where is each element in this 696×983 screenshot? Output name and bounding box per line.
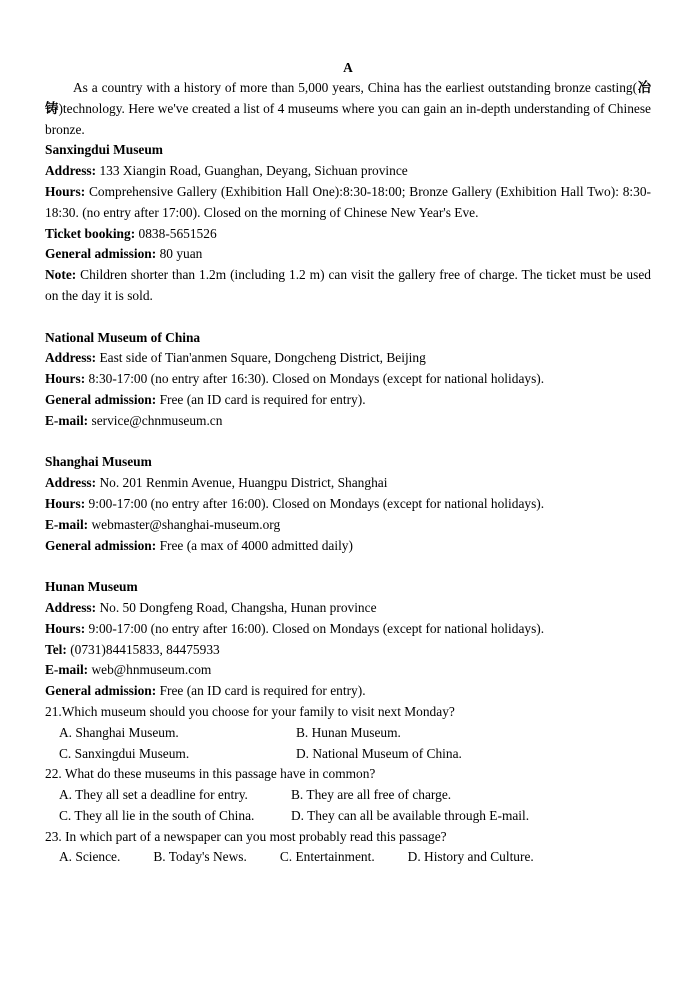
field-general-admission — [45, 536, 651, 557]
option-d: D. They can all be available through E-mail. — [291, 807, 530, 823]
option-a: A. Science. — [59, 849, 121, 865]
museum-name: National Museum of China — [45, 329, 201, 345]
museum-shanghai — [45, 452, 651, 556]
option-row — [45, 744, 651, 765]
spacer — [45, 432, 651, 453]
field-address — [45, 161, 651, 182]
field-value: 133 Xiangin Road, Guanghan, Deyang, Sichuan province — [99, 163, 408, 179]
field-hours — [45, 369, 651, 390]
field-label: Note: — [45, 267, 77, 283]
intro-chinese-term: 冶铸 — [45, 80, 652, 116]
field-address — [45, 598, 651, 619]
field-note — [45, 265, 651, 307]
field-value: Children shorter than 1.2m (including 1.2 m) can visit the gallery free of charge. The ticket must be used on the day it is sold. — [45, 267, 651, 303]
passage — [45, 57, 651, 868]
field-general-admission — [45, 244, 651, 265]
museum-name: Shanghai Museum — [45, 454, 152, 470]
field-address — [45, 348, 651, 369]
field-email — [45, 515, 651, 536]
field-value: No. 50 Dongfeng Road, Changsha, Hunan province — [99, 599, 377, 615]
question-text: 23. In which part of a newspaper can you most probably read this passage? — [45, 828, 447, 844]
intro-paragraph — [45, 78, 651, 140]
field-general-admission — [45, 390, 651, 411]
option-c: C. Entertainment. — [279, 849, 375, 865]
field-label: General admission: — [45, 537, 157, 553]
field-label: Address: — [45, 599, 97, 615]
museum-sanxingdui — [45, 140, 651, 306]
field-ticket-booking — [45, 224, 651, 245]
field-value: service@chnmuseum.cn — [91, 412, 223, 428]
field-value: Free (a max of 4000 admitted daily) — [159, 537, 353, 553]
field-label: Ticket booking: — [45, 225, 136, 241]
field-label: Hours: — [45, 620, 86, 636]
field-label: Address: — [45, 475, 97, 491]
field-value: Free (an ID card is required for entry). — [159, 391, 366, 407]
field-value: 0838-5651526 — [138, 225, 217, 241]
field-hours — [45, 182, 651, 224]
field-label: General admission: — [45, 246, 157, 262]
question-text: 21.Which museum should you choose for your family to visit next Monday? — [45, 703, 455, 719]
option-row — [45, 806, 651, 827]
field-label: Hours: — [45, 495, 86, 511]
field-tel — [45, 640, 651, 661]
field-value: web@hnmuseum.com — [91, 662, 212, 678]
option-a: A. Shanghai Museum. — [59, 724, 179, 740]
field-value: Comprehensive Gallery (Exhibition Hall One):8:30-18:00; Bronze Gallery (Exhibition Hall Two): 8:30-18:30. (no entry after 17:00). Closed on the morning of Chinese New Year's Eve. — [45, 183, 651, 220]
field-label: General admission: — [45, 683, 157, 699]
field-label: Hours: — [45, 371, 86, 387]
intro-text-before: As a country with a history of more than 5,000 years, China has the earliest outstanding bronze casting( — [73, 80, 638, 95]
spacer — [45, 556, 651, 577]
field-value: Free (an ID card is required for entry). — [159, 683, 366, 699]
option-d: D. History and Culture. — [407, 849, 534, 865]
field-hours — [45, 494, 651, 515]
field-value: 80 yuan — [159, 246, 203, 262]
field-value: No. 201 Renmin Avenue, Huangpu District, Shanghai — [99, 475, 388, 491]
field-address — [45, 473, 651, 494]
field-label: Tel: — [45, 641, 67, 657]
option-d: D. National Museum of China. — [296, 745, 462, 761]
question-22 — [45, 764, 651, 826]
field-label: Address: — [45, 350, 97, 366]
field-label: General admission: — [45, 391, 157, 407]
option-b: B. Today's News. — [153, 849, 247, 865]
option-row — [45, 723, 651, 744]
field-label: E-mail: — [45, 412, 89, 428]
field-value: (0731)84415833, 84475933 — [70, 641, 220, 657]
field-value: 8:30-17:00 (no entry after 16:30). Closed on Mondays (except for national holidays). — [88, 371, 545, 387]
museum-name: Sanxingdui Museum — [45, 142, 163, 158]
option-row — [45, 847, 651, 868]
field-value: webmaster@shanghai-museum.org — [91, 516, 281, 532]
intro-text-after: )technology. Here we've created a list of 4 museums where you can gain an in-depth understanding of Chinese bronze. — [45, 100, 651, 137]
question-23 — [45, 827, 651, 869]
field-email — [45, 660, 651, 681]
museum-hunan — [45, 577, 651, 702]
field-value: East side of Tian'anmen Square, Dongcheng District, Beijing — [99, 350, 426, 366]
museum-national — [45, 328, 651, 432]
option-a: A. They all set a deadline for entry. — [59, 787, 248, 803]
option-b: B. Hunan Museum. — [296, 724, 401, 740]
field-label: Hours: — [45, 183, 86, 199]
option-c: C. Sanxingdui Museum. — [59, 745, 190, 761]
passage-title: A — [343, 60, 353, 75]
question-text: 22. What do these museums in this passage have in common? — [45, 766, 376, 782]
question-21 — [45, 702, 651, 764]
option-b: B. They are all free of charge. — [291, 787, 452, 803]
field-value: 9:00-17:00 (no entry after 16:00). Closed on Mondays (except for national holidays). — [88, 620, 545, 636]
field-label: E-mail: — [45, 516, 89, 532]
field-label: Address: — [45, 163, 97, 179]
field-email — [45, 411, 651, 432]
option-row — [45, 785, 651, 806]
option-c: C. They all lie in the south of China. — [59, 807, 255, 823]
field-hours — [45, 619, 651, 640]
field-value: 9:00-17:00 (no entry after 16:00). Closed on Mondays (except for national holidays). — [88, 495, 545, 511]
museum-name: Hunan Museum — [45, 579, 138, 595]
field-general-admission — [45, 681, 651, 702]
spacer — [45, 307, 651, 328]
field-label: E-mail: — [45, 662, 89, 678]
